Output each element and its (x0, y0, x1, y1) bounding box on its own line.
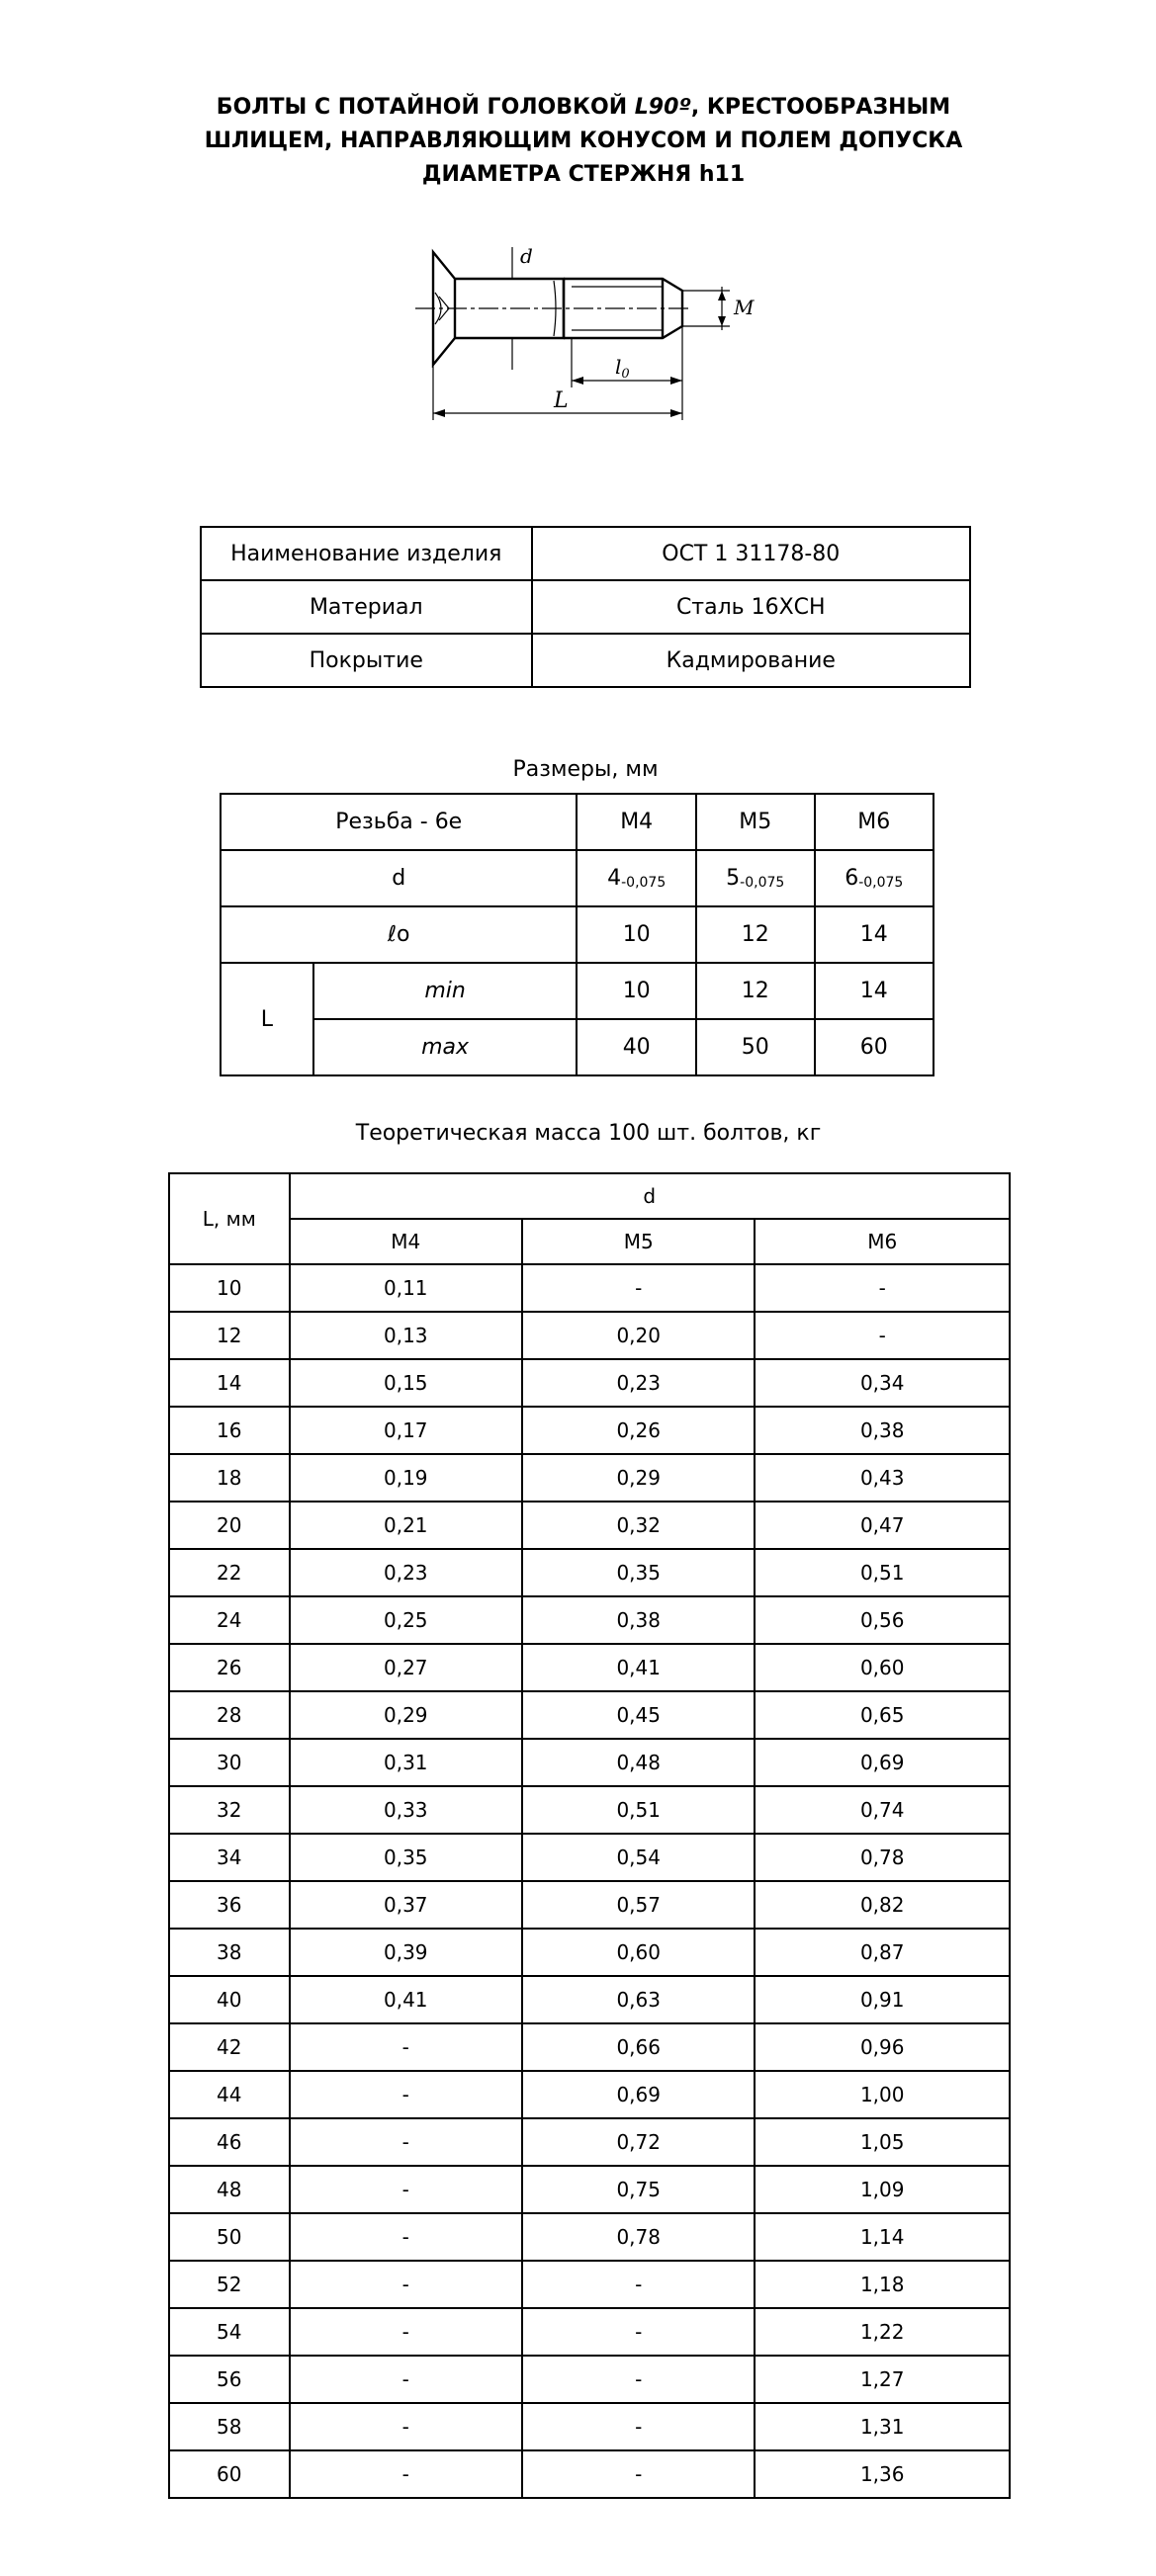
table-row (169, 2356, 1010, 2403)
mass-cell: 0,29 (522, 1454, 755, 1502)
mass-cell: 0,96 (755, 2023, 1010, 2071)
d-tolerance: -0,075 (621, 875, 667, 891)
length-cell: 56 (169, 2356, 290, 2403)
length-cell: 32 (169, 1786, 290, 1834)
mass-cell: 0,31 (290, 1739, 522, 1786)
mass-cell: - (522, 2450, 755, 2498)
mass-cell: 1,00 (755, 2071, 1010, 2118)
mass-header-row-1 (169, 1173, 1010, 1219)
drawing-label-l0: $l_0$ (615, 355, 630, 382)
info-label: Покрытие (201, 634, 532, 687)
dims-row-min (221, 963, 934, 1019)
l0-value: 10 (577, 906, 695, 963)
length-cell: 58 (169, 2403, 290, 2450)
table-row (169, 1502, 1010, 1549)
mass-cell: - (290, 2450, 522, 2498)
mass-cell: - (290, 2213, 522, 2261)
table-row (169, 2071, 1010, 2118)
mass-cell: 0,25 (290, 1596, 522, 1644)
mass-cell: 0,65 (755, 1691, 1010, 1739)
table-row (169, 2261, 1010, 2308)
dimensions-table (220, 793, 934, 1076)
mass-cell: 0,47 (755, 1502, 1010, 1549)
mass-cell: 0,63 (522, 1976, 755, 2023)
length-cell: 26 (169, 1644, 290, 1691)
table-row (169, 1549, 1010, 1596)
mass-cell: - (522, 2308, 755, 2356)
thread-value: М5 (696, 794, 815, 850)
L-label: L (221, 963, 313, 1075)
table-row (169, 2023, 1010, 2071)
l0-value: 12 (696, 906, 815, 963)
info-row (201, 634, 970, 687)
table-row (169, 1644, 1010, 1691)
mass-column-header: М6 (755, 1219, 1010, 1264)
mass-cell: 0,87 (755, 1929, 1010, 1976)
mass-cell: 0,75 (522, 2166, 755, 2213)
mass-cell: 0,38 (755, 1407, 1010, 1454)
mass-cell: 0,35 (290, 1834, 522, 1881)
mass-cell: 1,22 (755, 2308, 1010, 2356)
d-base: 6 (845, 866, 859, 891)
mass-cell: 0,13 (290, 1312, 522, 1359)
mass-cell: 0,51 (522, 1786, 755, 1834)
mass-cell: - (290, 2308, 522, 2356)
dims-row-max (221, 1019, 934, 1075)
mass-cell: 0,17 (290, 1407, 522, 1454)
mass-cell: 0,69 (755, 1739, 1010, 1786)
table-row (169, 1881, 1010, 1929)
mass-cell: 1,18 (755, 2261, 1010, 2308)
d-value (815, 850, 934, 906)
mass-cell: - (755, 1264, 1010, 1312)
l-header: L, мм (169, 1173, 290, 1264)
thread-value: М4 (577, 794, 695, 850)
length-cell: 44 (169, 2071, 290, 2118)
mass-cell: 0,82 (755, 1881, 1010, 1929)
length-cell: 36 (169, 1881, 290, 1929)
mass-cell: 0,38 (522, 1596, 755, 1644)
d-base: 4 (607, 866, 622, 891)
min-value: 10 (577, 963, 695, 1019)
mass-cell: 0,19 (290, 1454, 522, 1502)
length-cell: 16 (169, 1407, 290, 1454)
mass-cell: 0,35 (522, 1549, 755, 1596)
mass-cell: 0,20 (522, 1312, 755, 1359)
mass-cell: 0,27 (290, 1644, 522, 1691)
mass-cell: 1,27 (755, 2356, 1010, 2403)
info-row (201, 580, 970, 634)
mass-cell: 0,66 (522, 2023, 755, 2071)
length-cell: 14 (169, 1359, 290, 1407)
mass-cell: 0,33 (290, 1786, 522, 1834)
mass-cell: 0,37 (290, 1881, 522, 1929)
mass-header-row-2 (169, 1219, 1010, 1264)
table-row (169, 1739, 1010, 1786)
drawing-label-M: M (734, 296, 755, 319)
max-value: 50 (696, 1019, 815, 1075)
mass-cell: 0,72 (522, 2118, 755, 2166)
mass-cell: 0,43 (755, 1454, 1010, 1502)
max-value: 60 (815, 1019, 934, 1075)
min-label: min (313, 963, 578, 1019)
mass-cell: 0,60 (522, 1929, 755, 1976)
table-row (169, 2213, 1010, 2261)
length-cell: 46 (169, 2118, 290, 2166)
d-value (577, 850, 695, 906)
mass-table (168, 1172, 1011, 2499)
length-cell: 30 (169, 1739, 290, 1786)
max-label: max (313, 1019, 578, 1075)
table-row (169, 2166, 1010, 2213)
title-angle: L90º (634, 95, 691, 120)
mass-column-header: М5 (522, 1219, 755, 1264)
length-cell: 12 (169, 1312, 290, 1359)
info-value: ОСТ 1 31178-80 (532, 527, 970, 580)
mass-cell: - (522, 2403, 755, 2450)
mass-cell: 0,48 (522, 1739, 755, 1786)
mass-cell: 0,11 (290, 1264, 522, 1312)
d-value (696, 850, 815, 906)
mass-cell: 0,51 (755, 1549, 1010, 1596)
mass-cell: 1,31 (755, 2403, 1010, 2450)
mass-caption: Теоретическая масса 100 шт. болтов, кг (355, 1121, 822, 1146)
mass-column-header: М4 (290, 1219, 522, 1264)
l0-label: ℓo (221, 906, 577, 963)
mass-cell: 0,78 (522, 2213, 755, 2261)
product-info-table (200, 526, 971, 688)
mass-cell: 1,14 (755, 2213, 1010, 2261)
mass-cell: 0,54 (522, 1834, 755, 1881)
info-value: Кадмирование (532, 634, 970, 687)
mass-cell: 0,34 (755, 1359, 1010, 1407)
thread-value: М6 (815, 794, 934, 850)
length-cell: 18 (169, 1454, 290, 1502)
table-row (169, 1454, 1010, 1502)
mass-cell: 0,23 (290, 1549, 522, 1596)
min-value: 12 (696, 963, 815, 1019)
mass-cell: 0,41 (522, 1644, 755, 1691)
mass-cell: 0,60 (755, 1644, 1010, 1691)
mass-cell: 0,74 (755, 1786, 1010, 1834)
table-row (169, 1407, 1010, 1454)
mass-cell: - (290, 2166, 522, 2213)
length-cell: 50 (169, 2213, 290, 2261)
mass-cell: 0,39 (290, 1929, 522, 1976)
length-cell: 28 (169, 1691, 290, 1739)
length-cell: 42 (169, 2023, 290, 2071)
max-value: 40 (577, 1019, 695, 1075)
mass-cell: 0,57 (522, 1881, 755, 1929)
table-row (169, 1834, 1010, 1881)
drawing-label-L: L (554, 388, 569, 413)
length-cell: 34 (169, 1834, 290, 1881)
info-label: Материал (201, 580, 532, 634)
mass-cell: 0,56 (755, 1596, 1010, 1644)
drawing-label-d: d (520, 244, 533, 268)
length-cell: 48 (169, 2166, 290, 2213)
mass-cell: 0,78 (755, 1834, 1010, 1881)
info-row (201, 527, 970, 580)
table-row (169, 2450, 1010, 2498)
length-cell: 40 (169, 1976, 290, 2023)
length-cell: 60 (169, 2450, 290, 2498)
info-value: Сталь 16ХСН (532, 580, 970, 634)
info-label: Наименование изделия (201, 527, 532, 580)
mass-cell: 1,05 (755, 2118, 1010, 2166)
mass-cell: 1,09 (755, 2166, 1010, 2213)
document-title (178, 91, 989, 192)
d-base: 5 (726, 866, 741, 891)
mass-cell: - (290, 2356, 522, 2403)
mass-cell: 0,15 (290, 1359, 522, 1407)
dims-row-thread (221, 794, 934, 850)
table-row (169, 1786, 1010, 1834)
title-line-3: ДИАМЕТРА СТЕРЖНЯ h11 (421, 162, 746, 187)
mass-cell: 0,23 (522, 1359, 755, 1407)
mass-cell: 0,91 (755, 1976, 1010, 2023)
mass-cell: 0,69 (522, 2071, 755, 2118)
length-cell: 20 (169, 1502, 290, 1549)
table-row (169, 1359, 1010, 1407)
mass-cell: 0,32 (522, 1502, 755, 1549)
thread-label: Резьба - 6е (221, 794, 577, 850)
length-cell: 38 (169, 1929, 290, 1976)
mass-cell: - (290, 2071, 522, 2118)
mass-cell: 0,45 (522, 1691, 755, 1739)
table-row (169, 2403, 1010, 2450)
mass-cell: 0,29 (290, 1691, 522, 1739)
table-row (169, 1312, 1010, 1359)
mass-cell: - (290, 2023, 522, 2071)
table-row (169, 2118, 1010, 2166)
length-cell: 54 (169, 2308, 290, 2356)
mass-cell: - (290, 2403, 522, 2450)
table-row (169, 2308, 1010, 2356)
mass-cell: - (290, 2261, 522, 2308)
mass-cell: 1,36 (755, 2450, 1010, 2498)
mass-cell: - (522, 2356, 755, 2403)
d-label: d (221, 850, 577, 906)
title-line-1: БОЛТЫ С ПОТАЙНОЙ ГОЛОВКОЙ L90º, КРЕСТООБРАЗНЫМ (216, 95, 951, 120)
d-tolerance: -0,075 (858, 875, 904, 891)
l0-value: 14 (815, 906, 934, 963)
table-row (169, 1596, 1010, 1644)
length-cell: 24 (169, 1596, 290, 1644)
length-cell: 52 (169, 2261, 290, 2308)
title-line-2: ШЛИЦЕМ, НАПРАВЛЯЮЩИМ КОНУСОМ И ПОЛЕМ ДОПУСКА (204, 129, 963, 153)
mass-cell: - (522, 2261, 755, 2308)
mass-cell: 0,41 (290, 1976, 522, 2023)
dimensions-caption: Размеры, мм (512, 757, 659, 782)
table-row (169, 1691, 1010, 1739)
dims-row-l0 (221, 906, 934, 963)
dims-row-d (221, 850, 934, 906)
bolt-drawing (396, 227, 791, 425)
mass-cell: - (522, 1264, 755, 1312)
length-cell: 22 (169, 1549, 290, 1596)
table-row (169, 1264, 1010, 1312)
table-row (169, 1929, 1010, 1976)
mass-cell: 0,21 (290, 1502, 522, 1549)
length-cell: 10 (169, 1264, 290, 1312)
d-tolerance: -0,075 (740, 875, 785, 891)
mass-cell: - (755, 1312, 1010, 1359)
table-row (169, 1976, 1010, 2023)
min-value: 14 (815, 963, 934, 1019)
mass-cell: - (290, 2118, 522, 2166)
d-header: d (290, 1173, 1010, 1219)
mass-cell: 0,26 (522, 1407, 755, 1454)
